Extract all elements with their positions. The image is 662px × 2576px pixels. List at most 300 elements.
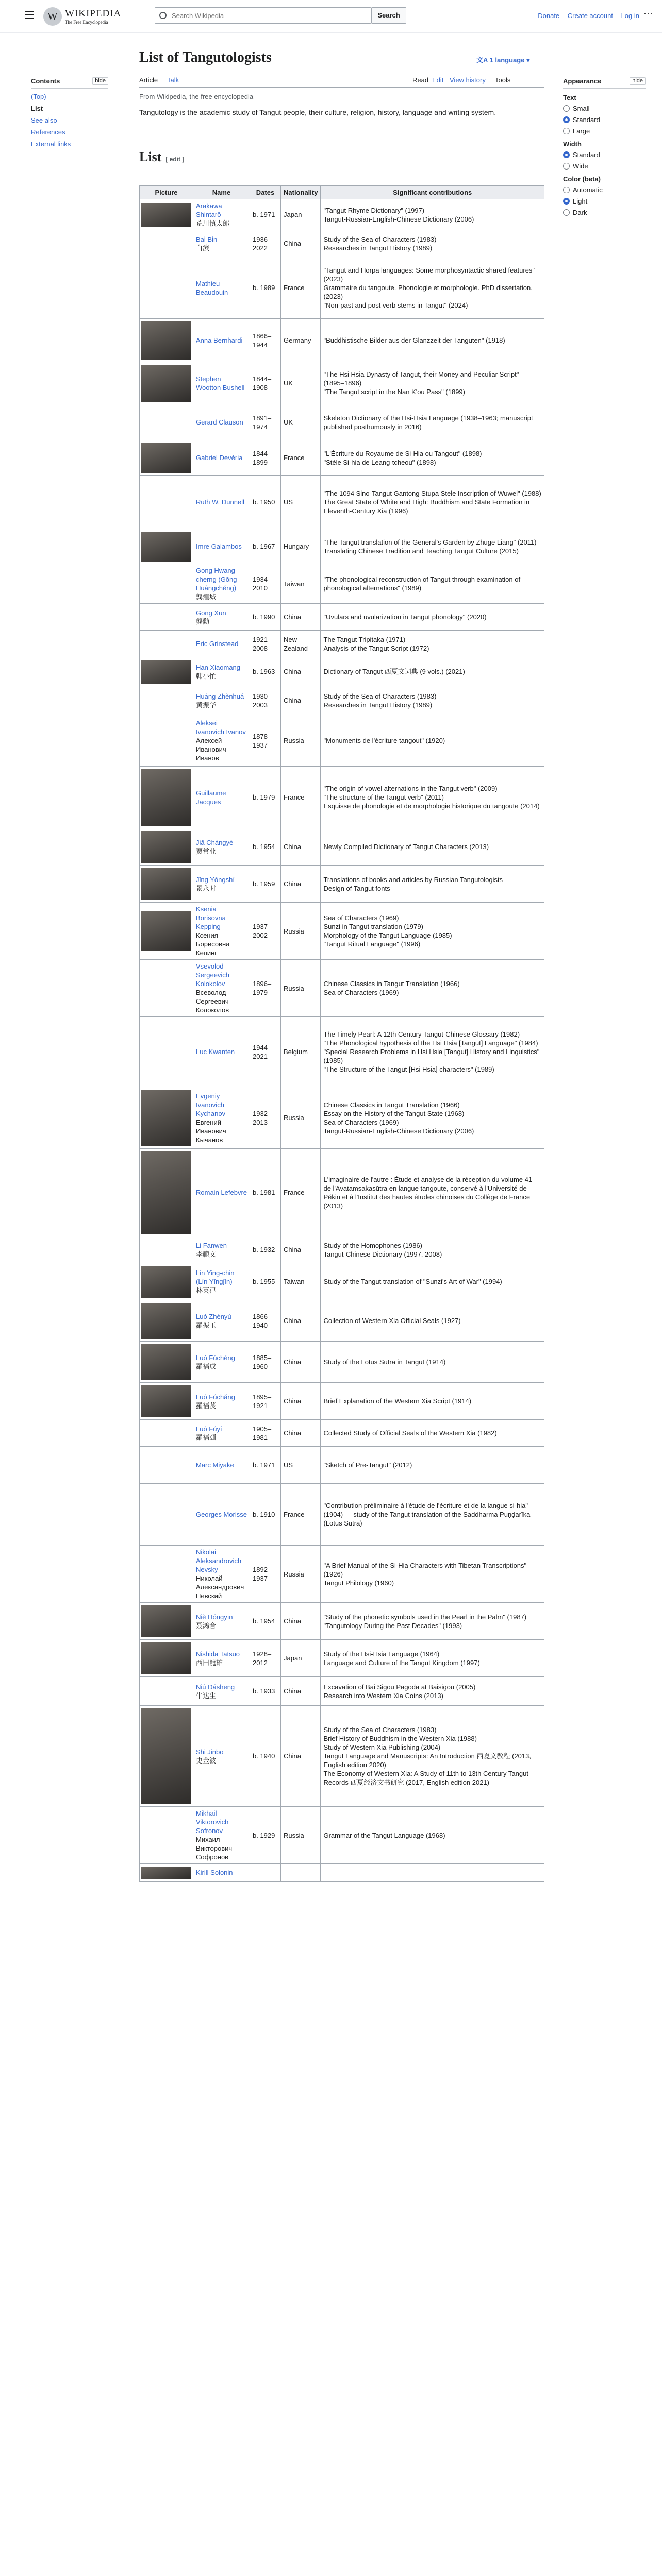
nationality-cell: China	[281, 1342, 321, 1383]
dates-cell: 1928–2012	[250, 1640, 281, 1677]
name-cell	[193, 564, 250, 604]
picture-cell	[140, 767, 193, 828]
picture-cell	[140, 604, 193, 631]
name-cell	[193, 686, 250, 715]
portrait-image[interactable]	[141, 1708, 191, 1804]
person-link[interactable]: Niè Hóngyīn	[196, 1613, 233, 1621]
name-cell	[193, 767, 250, 828]
nationality-cell: China	[281, 1236, 321, 1263]
color-options	[563, 186, 646, 216]
picture-cell	[140, 1149, 193, 1236]
dates-cell: 1944–2021	[250, 1017, 281, 1087]
portrait-image[interactable]	[141, 443, 191, 473]
portrait-image[interactable]	[141, 1344, 191, 1380]
opt-width-option[interactable]	[563, 162, 646, 170]
option-label: Standard	[573, 151, 600, 159]
table-row	[140, 1447, 544, 1484]
person-link[interactable]: Imre Galambos	[196, 543, 242, 550]
person-link[interactable]: Niú Dáshēng	[196, 1683, 235, 1691]
language-selector[interactable]	[476, 55, 530, 64]
person-link[interactable]: Luó Fúchéng	[196, 1353, 235, 1362]
table-row	[140, 828, 544, 866]
column-header-name[interactable]: Name	[193, 186, 250, 199]
name-cell	[193, 631, 250, 657]
nationality-cell: Taiwan	[281, 564, 321, 604]
picture-cell	[140, 1420, 193, 1447]
name-cell	[193, 1383, 250, 1420]
picture-cell	[140, 715, 193, 767]
more-options-icon[interactable]: ···	[643, 8, 653, 19]
contributions-cell: "Monuments de l'écriture tangout" (1920)	[321, 715, 544, 767]
search-input[interactable]	[172, 10, 326, 21]
native-name: 韩小忙	[196, 672, 217, 680]
option-label: Automatic	[573, 186, 603, 194]
contributions-cell: Collected Study of Official Seals of the Western Xia (1982)	[321, 1420, 544, 1447]
option-label: Large	[573, 127, 590, 135]
contributions-cell: "Tangut and Horpa languages: Some morphosyntactic shared features" (2023) Grammaire du tangoute. Phonologie et morphologie. PhD dissertation. (2023) "Non-past and post verb stems in Tangut" (2024)	[321, 257, 544, 319]
wikipedia-logo[interactable]: W	[43, 7, 62, 26]
table-row	[140, 960, 544, 1017]
portrait-image[interactable]	[141, 868, 191, 900]
dates-cell: 1896–1979	[250, 960, 281, 1017]
person-link[interactable]: Luó Zhènyù	[196, 1312, 231, 1320]
search-box[interactable]	[155, 7, 371, 24]
dates-cell: 1891–1974	[250, 404, 281, 440]
radio-button-icon[interactable]	[563, 187, 570, 193]
radio-button-icon[interactable]	[563, 116, 570, 123]
language-icon: 文A	[476, 56, 490, 64]
tab-read[interactable]: Read	[412, 76, 429, 84]
portrait-image[interactable]	[141, 911, 191, 951]
main-menu-icon[interactable]	[25, 11, 34, 19]
radio-button-icon[interactable]	[563, 198, 570, 205]
contributions-cell: "L'Écriture du Royaume de Si-Hia ou Tangout" (1898) "Stèle Si-hia de Leang-tcheou" (1898)	[321, 440, 544, 476]
lede-paragraph: Tangutology is the academic study of Tangut people, their culture, religion, history, language and writing system.	[139, 108, 496, 116]
name-cell	[193, 476, 250, 529]
native-name: Михаил Викторович Софронов	[196, 1836, 233, 1861]
section-title: List	[139, 149, 162, 164]
picture-cell	[140, 529, 193, 564]
nationality-cell: Russia	[281, 903, 321, 960]
person-link[interactable]: Mikhail Viktorovich Sofronov	[196, 1809, 229, 1835]
radio-button-icon[interactable]	[563, 105, 570, 112]
radio-button-icon[interactable]	[563, 163, 570, 170]
name-cell	[193, 257, 250, 319]
native-name: 李範文	[196, 1250, 217, 1258]
dates-cell: b. 1955	[250, 1263, 281, 1300]
tab-view-history[interactable]: View history	[450, 76, 486, 84]
table-row	[140, 1677, 544, 1706]
picture-cell	[140, 903, 193, 960]
native-name: 羅振玉	[196, 1321, 217, 1329]
contributions-cell: Sea of Characters (1969) Sunzi in Tangut translation (1979) Morphology of the Tangut Language (1985) "Tangut Ritual Language" (1996)	[321, 903, 544, 960]
nationality-cell: China	[281, 828, 321, 866]
name-cell	[193, 657, 250, 686]
dates-cell: 1930–2003	[250, 686, 281, 715]
portrait-image[interactable]	[141, 532, 191, 562]
person-link[interactable]: Anna Bernhardi	[196, 336, 243, 344]
contributions-cell: "Buddhistische Bilder aus der Glanzzeit der Tanguten" (1918)	[321, 319, 544, 362]
portrait-image[interactable]	[141, 831, 191, 863]
nationality-cell: China	[281, 686, 321, 715]
name-cell	[193, 1864, 250, 1882]
person-link[interactable]: Vsevolod Sergeevich Kolokolov	[196, 962, 230, 988]
contributions-cell: "The Hsi Hsia Dynasty of Tangut, their Money and Peculiar Script" (1895–1896) "The Tangut script in the Nan K'ou Pass" (1899)	[321, 362, 544, 404]
tab-talk[interactable]: Talk	[167, 76, 179, 84]
dates-cell: 1878–1937	[250, 715, 281, 767]
toc-title: Contents	[31, 77, 60, 85]
person-link[interactable]: Lin Ying-chin (Lín Yīngjīn)	[196, 1269, 235, 1285]
picture-cell	[140, 257, 193, 319]
picture-cell	[140, 960, 193, 1017]
picture-cell	[140, 1017, 193, 1087]
person-link[interactable]: Han Xiaomang	[196, 663, 240, 671]
table-row	[140, 1603, 544, 1640]
picture-cell	[140, 1640, 193, 1677]
name-cell	[193, 1149, 250, 1236]
table-row	[140, 903, 544, 960]
person-link[interactable]: Arakawa Shintarō	[196, 202, 222, 218]
dates-cell: b. 1959	[250, 866, 281, 903]
dates-cell: b. 1933	[250, 1677, 281, 1706]
dates-cell: b. 1954	[250, 1603, 281, 1640]
opt-width-option[interactable]	[563, 151, 646, 159]
native-name: Евгений Иванович Кычанов	[196, 1118, 226, 1144]
dates-cell: 1905–1981	[250, 1420, 281, 1447]
opt-text-option[interactable]	[563, 127, 646, 135]
contributions-cell: "The phonological reconstruction of Tangut through examination of phonological alternations" (1989)	[321, 564, 544, 604]
portrait-image[interactable]	[141, 1151, 191, 1234]
native-name: Ксения Борисовна Кепинг	[196, 931, 230, 957]
nationality-cell: France	[281, 1484, 321, 1546]
native-name: 西田龍雄	[196, 1658, 223, 1667]
contributions-cell: The Timely Pearl: A 12th Century Tangut-Chinese Glossary (1982) "The Phonological hypothesis of the Hsi Hsia [Tangut] Language" (1984) "Special Research Problems in Hsi Hsia [Tangut] History and Linguistics" (1985) "The Structure of the Tangut [Hsi Hsia] characters" (1989)	[321, 1017, 544, 1087]
person-link[interactable]: Ruth W. Dunnell	[196, 498, 244, 506]
person-link[interactable]: Aleksei Ivanovich Ivanov	[196, 719, 246, 736]
dates-cell: b. 1967	[250, 529, 281, 564]
person-link[interactable]: Jiā Chángyè	[196, 838, 234, 846]
contributions-cell: Study of the Sea of Characters (1983) Researches in Tangut History (1989)	[321, 230, 544, 257]
portrait-image[interactable]	[141, 365, 191, 402]
dates-cell: 1937–2002	[250, 903, 281, 960]
person-link[interactable]: Stephen Wootton Bushell	[196, 375, 245, 392]
person-link[interactable]: Ksenia Borisovna Kepping	[196, 905, 226, 930]
contributions-cell: Study of the Tangut translation of "Sunzi's Art of War" (1994)	[321, 1263, 544, 1300]
nationality-cell: Germany	[281, 319, 321, 362]
toc-hide-button[interactable]: hide	[92, 77, 108, 85]
table-row	[140, 362, 544, 404]
column-header-contributions[interactable]: Significant contributions	[321, 186, 544, 199]
radio-button-icon[interactable]	[563, 128, 570, 134]
table-row	[140, 1420, 544, 1447]
login-link[interactable]: Log in	[621, 12, 639, 20]
dates-cell: b. 1971	[250, 1447, 281, 1484]
person-link[interactable]: Bai Bin	[196, 235, 218, 243]
tab-tools[interactable]: Tools	[495, 76, 511, 84]
person-link[interactable]: Luó Fúchǎng	[196, 1393, 235, 1401]
nationality-cell: UK	[281, 362, 321, 404]
person-link[interactable]: Kirill Solonin	[196, 1869, 233, 1876]
nationality-cell: China	[281, 1677, 321, 1706]
picture-cell	[140, 1864, 193, 1882]
picture-cell	[140, 1546, 193, 1603]
nationality-cell: China	[281, 657, 321, 686]
name-cell	[193, 230, 250, 257]
portrait-image[interactable]	[141, 321, 191, 360]
dates-cell: 1936–2022	[250, 230, 281, 257]
width-options	[563, 151, 646, 170]
nationality-cell: New Zealand	[281, 631, 321, 657]
person-link[interactable]: Romain Lefebvre	[196, 1189, 247, 1196]
name-cell	[193, 903, 250, 960]
person-link[interactable]: Marc Miyake	[196, 1461, 234, 1469]
nationality-cell: France	[281, 257, 321, 319]
table-row	[140, 1640, 544, 1677]
nationality-cell: China	[281, 1706, 321, 1807]
picture-cell	[140, 564, 193, 604]
portrait-image[interactable]	[141, 1385, 191, 1417]
contributions-cell: "The 1094 Sino-Tangut Gantong Stupa Stele Inscription of Wuwei" (1988) The Great State of White and High: Buddhism and State Formation in Eleventh-Century Xia (1996)	[321, 476, 544, 529]
tangutologists-table	[139, 185, 544, 1882]
contributions-cell: Study of the Lotus Sutra in Tangut (1914)	[321, 1342, 544, 1383]
person-link[interactable]: Gong Hwang-cherng (Gōng Huángchéng)	[196, 567, 238, 592]
appearance-panel	[563, 77, 646, 220]
portrait-image[interactable]	[141, 1303, 191, 1339]
name-cell	[193, 1263, 250, 1300]
site-header	[0, 0, 662, 33]
native-name: Алексей Иванович Иванов	[196, 737, 226, 762]
person-link[interactable]: Evgeniy Ivanovich Kychanov	[196, 1092, 226, 1117]
opt-color-option[interactable]	[563, 197, 646, 205]
person-link[interactable]: Jǐng Yǒngshí	[196, 875, 235, 884]
native-name: 荒川慎太郎	[196, 219, 230, 227]
table-row	[140, 319, 544, 362]
radio-button-icon[interactable]	[563, 209, 570, 216]
contributions-cell: "Study of the phonetic symbols used in the Pearl in the Palm" (1987) "Tangutology During the Past Decades" (1993)	[321, 1603, 544, 1640]
option-label: Light	[573, 197, 588, 205]
dates-cell: b. 1989	[250, 257, 281, 319]
opt-color-option[interactable]	[563, 209, 646, 216]
contributions-cell	[321, 1864, 544, 1882]
native-name: 羅福頤	[196, 1433, 217, 1442]
table-row	[140, 1087, 544, 1149]
name-cell	[193, 715, 250, 767]
dates-cell: 1866–1944	[250, 319, 281, 362]
contributions-cell: "The origin of vowel alternations in the Tangut verb" (2009) "The structure of the Tangut verb" (2011) Esquisse de phonologie et de morphologie historique du tangoute (2014)	[321, 767, 544, 828]
text-size-label: Text	[563, 94, 576, 101]
toc-item-see-also[interactable]: See also	[31, 116, 57, 124]
contributions-cell: Study of the Homophones (1986) Tangut-Chinese Dictionary (1997, 2008)	[321, 1236, 544, 1263]
toc-item-external-links[interactable]: External links	[31, 140, 71, 148]
nationality-cell: China	[281, 866, 321, 903]
table-row	[140, 1706, 544, 1807]
person-link[interactable]: Eric Grinstead	[196, 640, 239, 648]
nationality-cell: Taiwan	[281, 1263, 321, 1300]
native-name: 羅福萇	[196, 1401, 217, 1410]
table-row	[140, 631, 544, 657]
nationality-cell: Hungary	[281, 529, 321, 564]
contributions-cell: "A Brief Manual of the Si-Hia Characters with Tibetan Transcriptions" (1926) Tangut Philology (1960)	[321, 1546, 544, 1603]
column-header-nationality[interactable]: Nationality	[281, 186, 321, 199]
column-header-dates[interactable]: Dates	[250, 186, 281, 199]
column-header-picture[interactable]: Picture	[140, 186, 193, 199]
table-of-contents	[31, 77, 108, 152]
table-row	[140, 1236, 544, 1263]
table-row	[140, 564, 544, 604]
name-cell	[193, 960, 250, 1017]
color-label: Color (beta)	[563, 175, 601, 183]
table-row	[140, 1017, 544, 1087]
picture-cell	[140, 1706, 193, 1807]
nationality-cell: Russia	[281, 715, 321, 767]
person-link[interactable]: Gerard Clauson	[196, 418, 243, 426]
donate-link[interactable]: Donate	[538, 12, 560, 20]
table-row	[140, 1864, 544, 1882]
opt-text-option[interactable]	[563, 116, 646, 124]
toc-item-references[interactable]: References	[31, 128, 65, 136]
portrait-image[interactable]	[141, 1642, 191, 1674]
name-cell	[193, 319, 250, 362]
dates-cell: 1844–1908	[250, 362, 281, 404]
portrait-image[interactable]	[141, 769, 191, 826]
portrait-image[interactable]	[141, 1090, 191, 1146]
opt-text-option[interactable]	[563, 105, 646, 112]
search-icon	[159, 12, 167, 19]
create-account-link[interactable]: Create account	[567, 12, 613, 20]
name-cell	[193, 1640, 250, 1677]
person-link[interactable]: Nikolai Aleksandrovich Nevsky	[196, 1548, 242, 1573]
chevron-down-icon: ▾	[524, 56, 530, 64]
name-cell	[193, 1342, 250, 1383]
native-name: 聂鸿音	[196, 1621, 217, 1630]
name-cell	[193, 1017, 250, 1087]
contributions-cell: Collection of Western Xia Official Seals (1927)	[321, 1300, 544, 1342]
person-link[interactable]: Luó Fúyí	[196, 1425, 222, 1433]
nationality-cell: Japan	[281, 199, 321, 230]
contributions-cell: Chinese Classics in Tangut Translation (1966) Essay on the History of the Tangut State (1968) Sea of Characters (1969) Tangut-Russian-English-Chinese Dictionary (2006)	[321, 1087, 544, 1149]
contributions-cell: Grammar of the Tangut Language (1968)	[321, 1807, 544, 1864]
toc-item-list[interactable]: List	[31, 105, 43, 112]
nationality-cell: UK	[281, 404, 321, 440]
picture-cell	[140, 1300, 193, 1342]
nationality-cell: US	[281, 476, 321, 529]
person-link[interactable]: Gōng Xūn	[196, 608, 226, 617]
page-title: List of Tangutologists	[139, 49, 272, 65]
picture-cell	[140, 1603, 193, 1640]
name-cell	[193, 828, 250, 866]
name-cell	[193, 866, 250, 903]
portrait-image[interactable]	[141, 1867, 191, 1879]
picture-cell	[140, 828, 193, 866]
person-link[interactable]: Nishida Tatsuo	[196, 1650, 240, 1658]
radio-button-icon[interactable]	[563, 151, 570, 158]
person-link[interactable]: Luc Kwanten	[196, 1048, 235, 1056]
picture-cell	[140, 319, 193, 362]
appearance-hide-button[interactable]: hide	[630, 77, 646, 85]
portrait-image[interactable]	[141, 1605, 191, 1637]
native-name: 龔勳	[196, 617, 210, 625]
picture-cell	[140, 1087, 193, 1149]
picture-cell	[140, 657, 193, 686]
wikipedia-wordmark[interactable]: WIKIPEDIA	[65, 8, 122, 19]
appearance-title: Appearance	[563, 77, 602, 85]
dates-cell: 1866–1940	[250, 1300, 281, 1342]
table-row	[140, 404, 544, 440]
toc-item-top[interactable]: (Top)	[31, 93, 46, 100]
person-link[interactable]: Guillaume Jacques	[196, 789, 226, 806]
portrait-image[interactable]	[141, 1266, 191, 1298]
picture-cell	[140, 440, 193, 476]
dates-cell: b. 1950	[250, 476, 281, 529]
contributions-cell: L'imaginaire de l'autre : Étude et analyse de la réception du volume 41 de l'Avatamsakasūtra en langue tangoute, conservé à l'Université de Pékin et à l'Institut des hautes études chinoises du Collège de France (2013)	[321, 1149, 544, 1236]
table-row	[140, 1149, 544, 1236]
name-cell	[193, 1546, 250, 1603]
nationality-cell: Japan	[281, 1640, 321, 1677]
name-cell	[193, 1300, 250, 1342]
name-cell	[193, 404, 250, 440]
name-cell	[193, 604, 250, 631]
table-row	[140, 866, 544, 903]
picture-cell	[140, 199, 193, 230]
nationality-cell: France	[281, 1149, 321, 1236]
portrait-image[interactable]	[141, 203, 191, 227]
person-link[interactable]: Huáng Zhènhuá	[196, 692, 244, 700]
table-row	[140, 686, 544, 715]
person-link[interactable]: Gabriel Devéria	[196, 454, 243, 462]
dates-cell: 1921–2008	[250, 631, 281, 657]
name-cell	[193, 1484, 250, 1546]
dates-cell	[250, 1864, 281, 1882]
section-edit-link[interactable]: [ edit ]	[166, 156, 185, 163]
portrait-image[interactable]	[141, 660, 191, 684]
picture-cell	[140, 1236, 193, 1263]
table-row	[140, 1546, 544, 1603]
picture-cell	[140, 686, 193, 715]
native-name: 牛达生	[196, 1691, 217, 1700]
picture-cell	[140, 1484, 193, 1546]
opt-color-option[interactable]	[563, 186, 646, 194]
section-heading-list	[139, 149, 544, 167]
contributions-cell: "Contribution préliminaire à l'étude de l'écriture et de la langue si-hia" (1904) — study of the Tangut translation of the Saddharma Puṇḍarīka (Lotus Sutra)	[321, 1484, 544, 1546]
native-name: 贾常业	[196, 847, 217, 855]
tab-edit[interactable]: Edit	[432, 76, 444, 84]
person-link[interactable]: Mathieu Beaudouin	[196, 279, 228, 296]
dates-cell: b. 1979	[250, 767, 281, 828]
nationality-cell: France	[281, 767, 321, 828]
dates-cell: b. 1971	[250, 199, 281, 230]
native-name: 羅福成	[196, 1362, 217, 1370]
picture-cell	[140, 866, 193, 903]
table-row	[140, 476, 544, 529]
dates-cell: 1934–2010	[250, 564, 281, 604]
nationality-cell	[281, 1864, 321, 1882]
picture-cell	[140, 1807, 193, 1864]
contributions-cell: The Tangut Tripitaka (1971) Analysis of the Tangut Script (1972)	[321, 631, 544, 657]
name-cell	[193, 1706, 250, 1807]
person-link[interactable]: Shi Jinbo	[196, 1748, 224, 1756]
search-button[interactable]: Search	[371, 7, 406, 24]
dates-cell: b. 1954	[250, 828, 281, 866]
tab-article[interactable]: Article	[139, 76, 158, 84]
contributions-cell: Study of the Sea of Characters (1983) Brief History of Buddhism in the Western Xia (1988) Study of Western Xia Publishing (2004) Tangut Language and Manuscripts: An Introduction 西夏文教程 (2013, English edition 2020) The Economy of Western Xia: A Study of 11th to 13th Century Tangut Records 西夏经济文书研究 (2017, English edition 2021)	[321, 1706, 544, 1807]
site-subtitle: From Wikipedia, the free encyclopedia	[139, 93, 254, 100]
person-link[interactable]: Li Fanwen	[196, 1241, 227, 1249]
name-cell	[193, 1236, 250, 1263]
contributions-cell: Study of the Sea of Characters (1983) Researches in Tangut History (1989)	[321, 686, 544, 715]
person-link[interactable]: Georges Morisse	[196, 1511, 247, 1518]
name-cell	[193, 1420, 250, 1447]
nationality-cell: China	[281, 1383, 321, 1420]
